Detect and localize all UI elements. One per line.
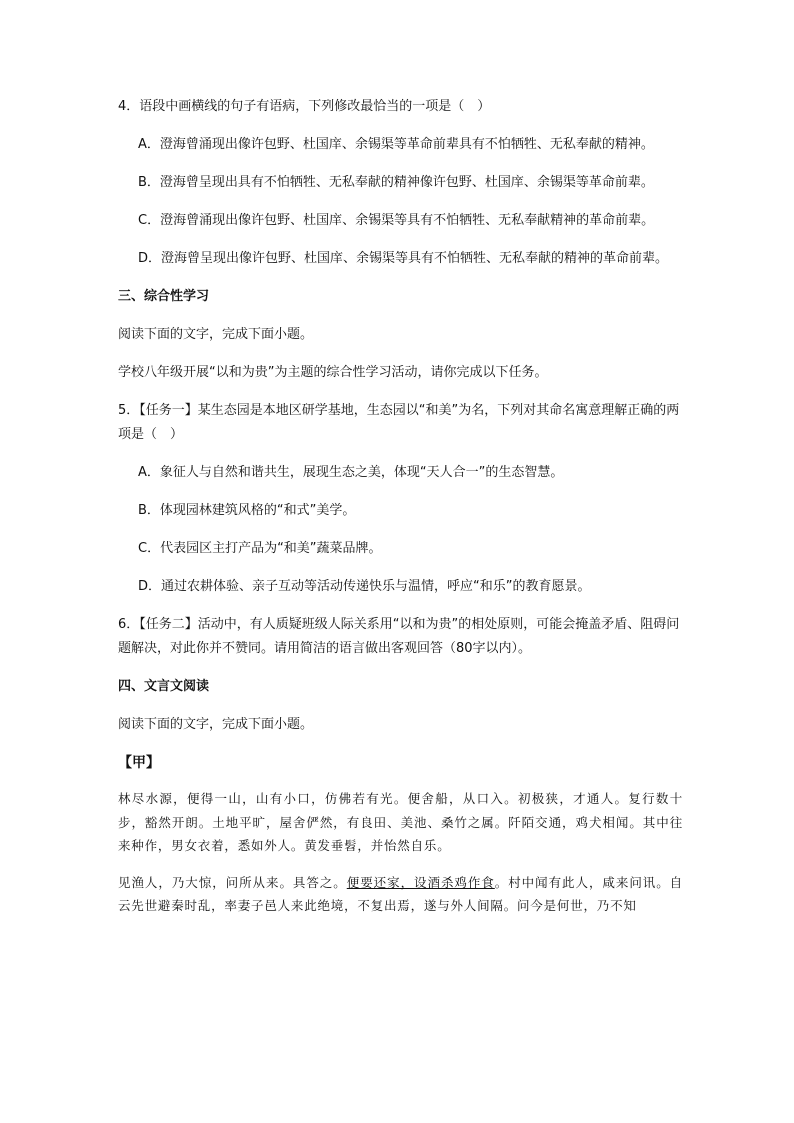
passage-jia-label: 【甲】 <box>118 755 160 771</box>
question-4-option-d: D．澄海曾呈现出像许包野、杜国庠、余锡渠等具有不怕牺牲、无私奉献的精神的革命前辈。 <box>138 251 669 266</box>
section-3-heading: 三、综合性学习 <box>118 289 210 304</box>
question-4-option-c: C．澄海曾涌现出像许包野、杜国庠、余锡渠等具有不怕牺牲、无私奉献精神的革命前辈。 <box>138 213 655 228</box>
passage-paragraph-2-start: 见渔人，乃大惊，问所从来。具答之。 <box>118 874 347 890</box>
document-page <box>118 95 683 931</box>
passage-paragraph-2-rest: 。村中闻有此人，咸来问讯。自云先世避秦时乱，率妻子邑人来此绝境，不复出焉，遂与外人间隔。问今是何世，乃不知 <box>118 874 683 913</box>
question-5-option-b: B．体现园林建筑风格的“和式”美学。 <box>138 503 356 518</box>
question-5-stem: 5．【任务一】某生态园是本地区研学基地，生态园以“和美”为名，下列对其命名寓意理解正确的两项是（ ） <box>118 403 680 442</box>
question-4-option-b: B．澄海曾呈现出具有不怕牺牲、无私奉献的精神像许包野、杜国庠、余锡渠等革命前辈。 <box>138 175 654 190</box>
passage-paragraph-2 <box>118 871 683 918</box>
question-6-stem: 6．【任务二】活动中，有人质疑班级人际关系用“以和为贵”的相处原则，可能会掩盖矛盾、阻碍问题解决，对此你并不赞同。请用简洁的语言做出客观回答（80字以内）。 <box>118 617 680 656</box>
question-5-option-a: A．象征人与自然和谐共生，展现生态之美，体现“天人合一”的生态智慧。 <box>138 465 564 480</box>
section-3-intro: 阅读下面的文字，完成下面小题。 <box>118 327 314 342</box>
question-5-option-d: D．通过农耕体验、亲子互动等活动传递快乐与温情，呼应“和乐”的教育愿景。 <box>138 579 591 594</box>
section-4-heading: 四、文言文阅读 <box>118 679 210 694</box>
question-4-stem: 4．语段中画横线的句子有语病，下列修改最恰当的一项是（ ） <box>118 99 491 114</box>
section-4-intro: 阅读下面的文字，完成下面小题。 <box>118 717 314 732</box>
passage-paragraph-1: 林尽水源，便得一山，山有小口，仿佛若有光。便舍船，从口入。初极狭，才通人。复行数十步，豁然开朗。土地平旷，屋舍俨然，有良田、美池、桑竹之属。阡陌交通，鸡犬相闻。其中往来种作，男女衣着，悉如外人。黄发垂髫，并怡然自乐。 <box>118 791 683 853</box>
question-4-option-a: A．澄海曾涌现出像许包野、杜国庠、余锡渠等革命前辈具有不怕牺牲、无私奉献的精神。 <box>138 137 654 152</box>
passage-underlined-sentence: 便要还家，设酒杀鸡作食 <box>346 874 495 890</box>
question-5-option-c: C．代表园区主打产品为“和美”蔬菜品牌。 <box>138 541 382 556</box>
section-3-context: 学校八年级开展“以和为贵”为主题的综合性学习活动，请你完成以下任务。 <box>118 365 548 380</box>
